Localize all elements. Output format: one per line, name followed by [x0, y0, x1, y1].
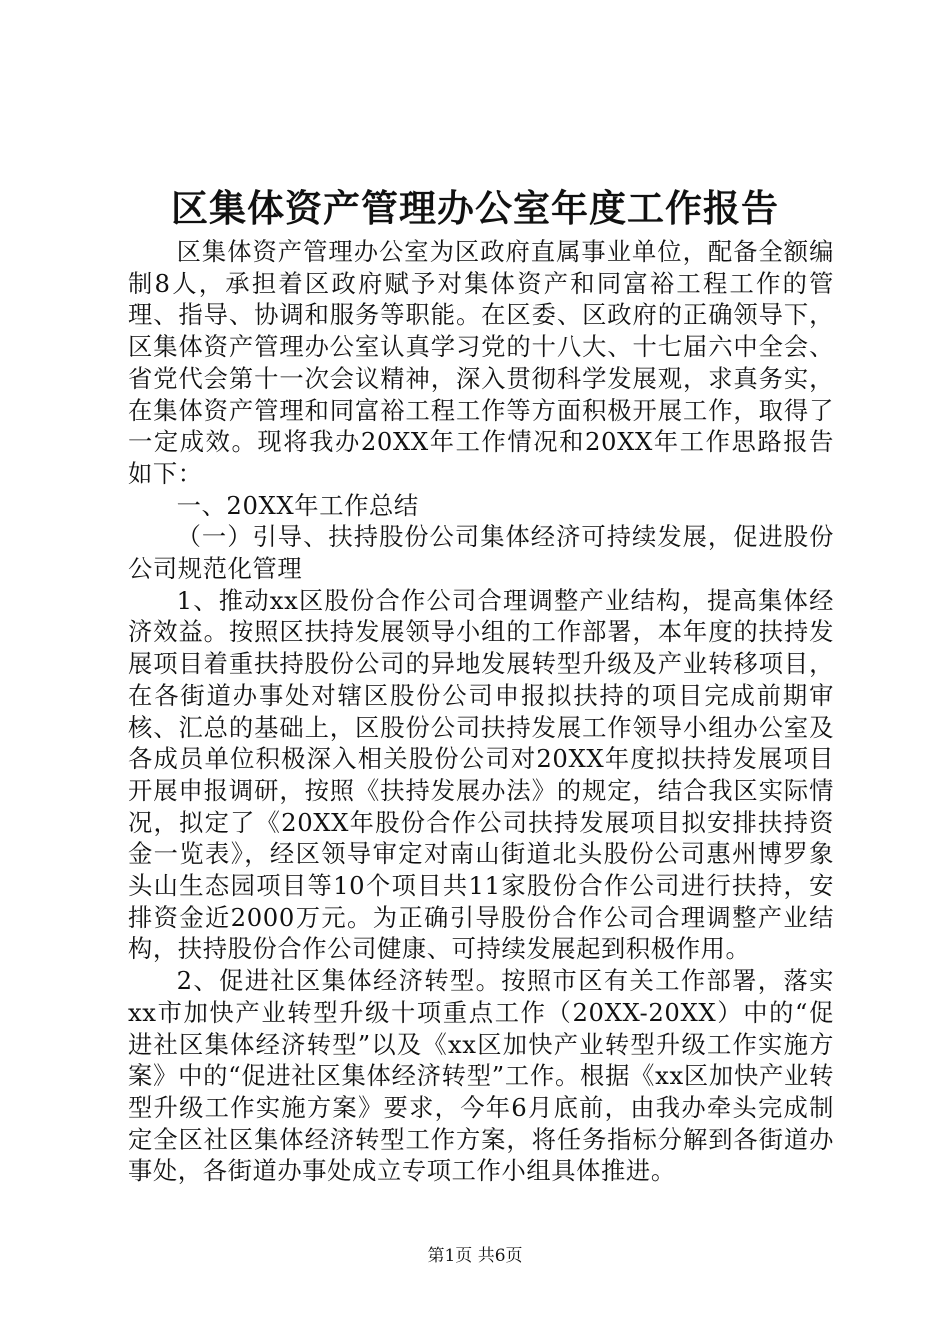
- item-2-paragraph: 2、促进社区集体经济转型。按照市区有关工作部署，落实xx市加快产业转型升级十项重点工作（20XX-20XX）中的“促进社区集体经济转型”以及《xx区加快产业转型升级工作实施方案》中的“促进社区集体经济转型”工作。根据《xx区加快产业转型升级工作实施方案》要求，今年6月底前，由我办牵头完成制定全区社区集体经济转型工作方案，将任务指标分解到各街道办事处，各街道办事处成立专项工作小组具体推进。: [128, 966, 834, 1186]
- document-title: 区集体资产管理办公室年度工作报告: [171, 186, 779, 230]
- document-body: [128, 236, 834, 1187]
- subsection-heading: （一）引导、扶持股份公司集体经济可持续发展，促进股份公司规范化管理: [128, 522, 834, 584]
- page-number: 第1页 共6页: [427, 1246, 523, 1266]
- section-heading: 一、20XX年工作总结: [176, 490, 419, 520]
- item-1-paragraph: 1、推动xx区股份合作公司合理调整产业结构，提高集体经济效益。按照区扶持发展领导小组的工作部署，本年度的扶持发展项目着重扶持股份公司的异地发展转型升级及产业转移项目，在各街道办事处对辖区股份公司申报拟扶持的项目完成前期审核、汇总的基础上，区股份公司扶持发展工作领导小组办公室及各成员单位积极深入相关股份公司对20XX年度拟扶持发展项目开展申报调研，按照《扶持发展办法》的规定，结合我区实际情况，拟定了《20XX年股份合作公司扶持发展项目拟安排扶持资金一览表》，经区领导审定对南山街道北头股份公司惠州博罗象头山生态园项目等10个项目共11家股份合作公司进行扶持，安排资金近2000万元。为正确引导股份合作公司合理调整产业结构，扶持股份合作公司健康、可持续发展起到积极作用。: [128, 585, 834, 964]
- intro-paragraph: 区集体资产管理办公室为区政府直属事业单位，配备全额编制8人，承担着区政府赋予对集体资产和同富裕工程工作的管理、指导、协调和服务等职能。在区委、区政府的正确领导下，区集体资产管理办公室认真学习党的十八大、十七届六中全会、省党代会第十一次会议精神，深入贯彻科学发展观，求真务实，在集体资产管理和同富裕工程工作等方面积极开展工作，取得了一定成效。现将我办20XX年工作情况和20XX年工作思路报告如下：: [128, 237, 834, 488]
